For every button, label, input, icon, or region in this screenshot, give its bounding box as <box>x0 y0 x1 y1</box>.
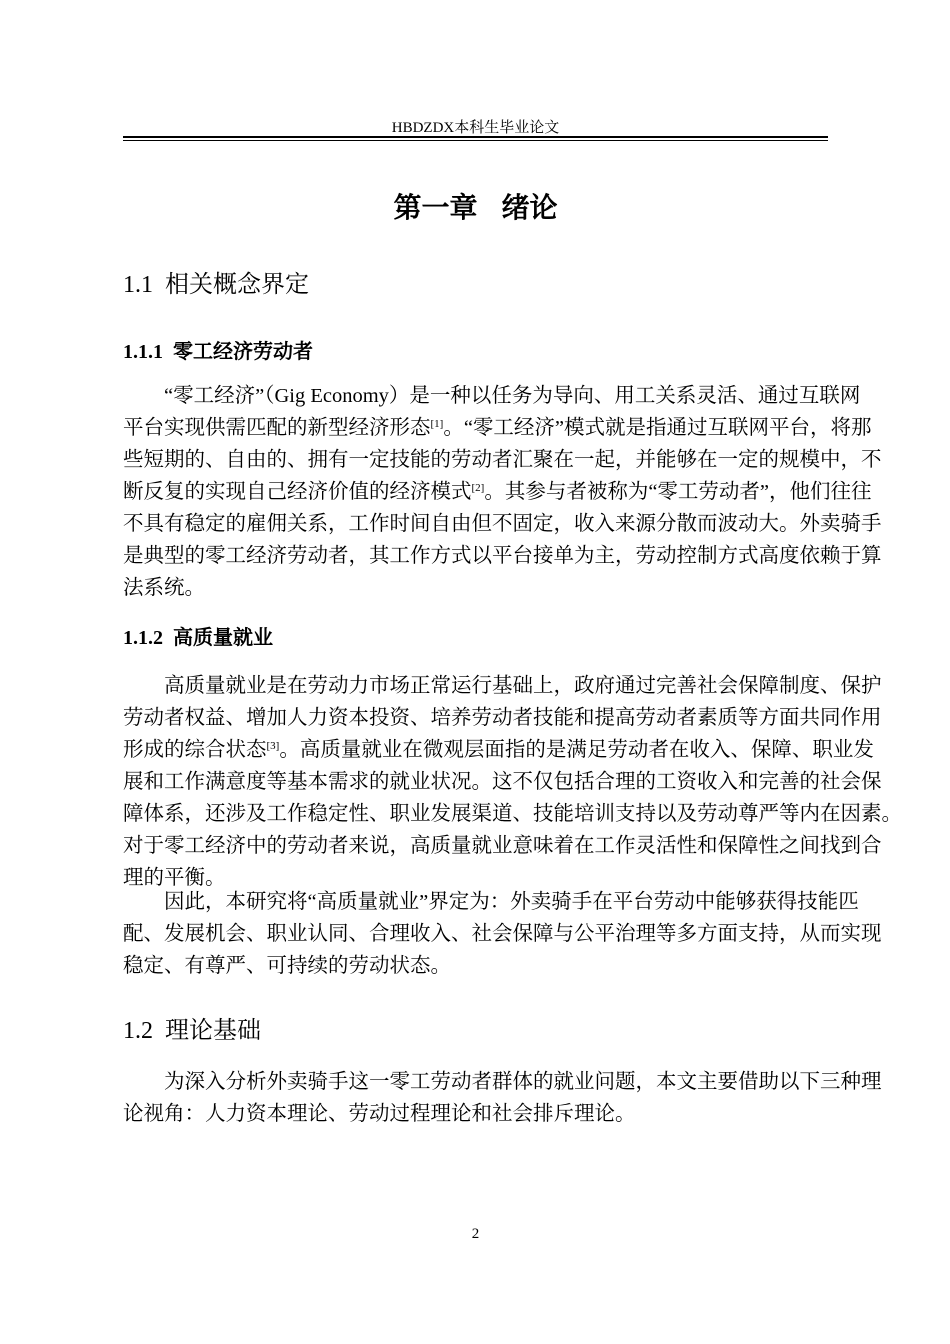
text-line <box>123 572 828 604</box>
citation-ref[interactable]: [3] <box>266 740 280 752</box>
text-run: 因此，本研究将“高质量就业”界定为：外卖骑手在平台劳动中能够获得技能匹 <box>164 891 859 913</box>
text-run: 法系统。 <box>123 577 205 599</box>
section-title: 高质量就业 <box>173 625 273 649</box>
text-run: 对于零工经济中的劳动者来说，高质量就业意味着在工作灵活性和保障性之间找到合 <box>123 835 882 857</box>
subsection-heading-1-1-2 <box>123 621 273 650</box>
text-run: 。其参与者被称为“零工劳动者”，他们往往 <box>484 481 872 503</box>
page-number: 2 <box>471 1226 480 1242</box>
text-line <box>123 766 882 798</box>
paragraph <box>123 670 902 894</box>
section-title: 理论基础 <box>165 1016 261 1044</box>
text-line <box>123 702 882 734</box>
text-line <box>123 508 882 540</box>
section-title: 零工经济劳动者 <box>173 339 313 363</box>
section-number: 1.2 <box>123 1018 153 1044</box>
text-run: 形成的综合状态 <box>123 739 267 761</box>
text-run: “零工经济”（Gig Economy）是一种以任务为导向、用工关系灵活、通过互联网 <box>164 385 861 407</box>
text-run: 劳动者权益、增加人力资本投资、培养劳动者技能和提高劳动者素质等方面共同作用 <box>123 707 882 729</box>
citation-ref[interactable]: [1] <box>430 418 444 430</box>
text-line <box>123 380 861 412</box>
section-number: 1.1 <box>123 272 153 298</box>
chapter-title <box>123 186 828 226</box>
text-run: 稳定、有尊严、可持续的劳动状态。 <box>123 955 451 977</box>
section-heading-1-2 <box>123 1010 261 1045</box>
text-line <box>123 798 902 830</box>
text-run: 高质量就业是在劳动力市场正常运行基础上，政府通过完善社会保障制度、保护 <box>164 675 882 697</box>
text-line <box>123 830 882 862</box>
text-run: 理的平衡。 <box>123 867 226 889</box>
text-run: 平台实现供需匹配的新型经济形态 <box>123 417 431 439</box>
text-line <box>123 444 882 476</box>
section-heading-1-1 <box>123 264 309 299</box>
text-line <box>123 734 874 766</box>
text-run: 障体系，还涉及工作稳定性、职业发展渠道、技能培训支持以及劳动尊严等内在因素。 <box>123 803 902 825</box>
header-rule-thin <box>123 140 828 141</box>
section-number: 1.1.1 <box>123 341 163 363</box>
chapter-number: 第一章 <box>393 191 478 224</box>
subsection-heading-1-1-1 <box>123 335 313 364</box>
text-run: 展和工作满意度等基本需求的就业状况。这不仅包括合理的工资收入和完善的社会保 <box>123 771 882 793</box>
text-run: 不具有稳定的雇佣关系，工作时间自由但不固定，收入来源分散而波动大。外卖骑手 <box>123 513 882 535</box>
text-run: 配、发展机会、职业认同、合理收入、社会保障与公平治理等多方面支持，从而实现 <box>123 923 882 945</box>
text-line <box>123 918 882 950</box>
text-run: 断反复的实现自己经济价值的经济模式 <box>123 481 472 503</box>
text-line <box>123 1098 828 1130</box>
section-number: 1.1.2 <box>123 627 163 649</box>
paragraph <box>123 380 882 604</box>
text-line <box>123 1066 882 1098</box>
text-line <box>123 950 828 982</box>
text-line <box>123 476 872 508</box>
text-run: 。高质量就业在微观层面指的是满足劳动者在收入、保障、职业发 <box>279 739 874 761</box>
text-line <box>123 670 882 702</box>
running-header: HBDZDX本科生毕业论文 <box>391 120 560 136</box>
text-line <box>123 412 872 444</box>
text-run: 为深入分析外卖骑手这一零工劳动者群体的就业问题，本文主要借助以下三种理 <box>164 1071 882 1093</box>
header-rule-thick <box>123 136 828 138</box>
text-run: 是典型的零工经济劳动者，其工作方式以平台接单为主，劳动控制方式高度依赖于算 <box>123 545 882 567</box>
text-line <box>123 540 882 572</box>
section-title: 相关概念界定 <box>165 270 309 298</box>
chapter-name: 绪论 <box>501 191 558 224</box>
text-line <box>123 886 859 918</box>
paragraph <box>123 886 882 982</box>
text-run: 论视角：人力资本理论、劳动过程理论和社会排斥理论。 <box>123 1103 636 1125</box>
text-run: 。“零工经济”模式就是指通过互联网平台，将那 <box>443 417 872 439</box>
text-run: 些短期的、自由的、拥有一定技能的劳动者汇聚在一起，并能够在一定的规模中，不 <box>123 449 882 471</box>
citation-ref[interactable]: [2] <box>471 482 485 494</box>
paragraph <box>123 1066 882 1130</box>
